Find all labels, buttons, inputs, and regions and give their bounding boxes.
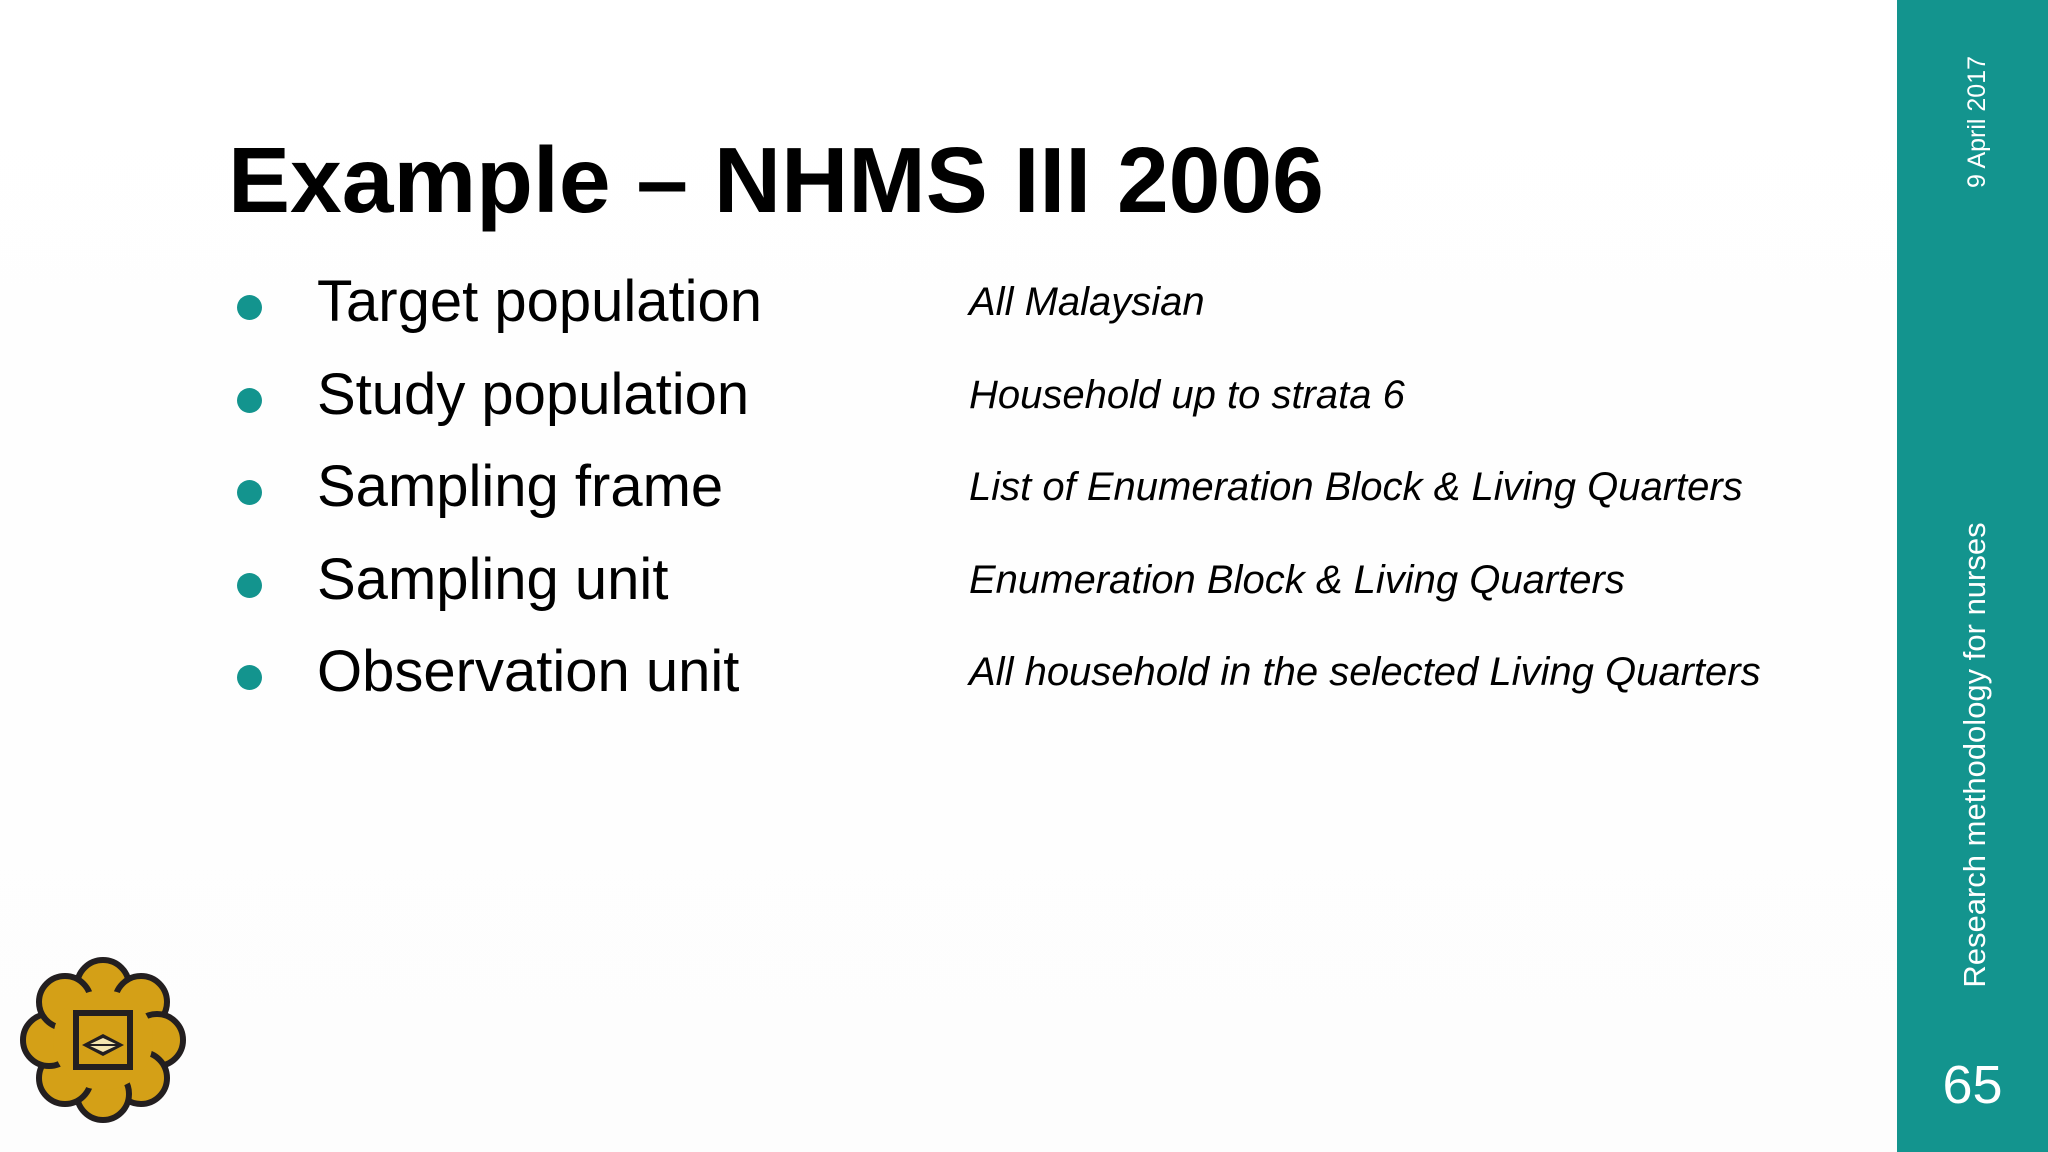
list-item <box>235 531 1835 624</box>
slide-title: Example – NHMS III 2006 <box>228 128 1324 232</box>
bullet-label: Target population <box>317 269 762 334</box>
bullet-value: All Malaysian <box>969 280 1205 324</box>
bullet-dot-icon <box>237 388 262 413</box>
bullet-dot-icon <box>237 573 262 598</box>
list-item <box>235 346 1835 439</box>
course-title: Research methodology for nurses <box>1957 522 1992 988</box>
bullet-value: Household up to strata 6 <box>969 372 1405 417</box>
bullet-dot-icon <box>237 480 262 505</box>
bullet-dot-icon <box>237 295 262 320</box>
bullet-list <box>235 253 1835 716</box>
bullet-label: Study population <box>317 361 750 427</box>
bullet-dot-icon <box>237 665 262 690</box>
bullet-label: Sampling frame <box>317 454 724 519</box>
bullet-value: Enumeration Block & Living Quarters <box>969 557 1625 602</box>
bullet-value: All household in the selected Living Quarters <box>969 650 1761 694</box>
bullet-value: List of Enumeration Block & Living Quarters <box>969 465 1743 509</box>
list-item <box>235 253 1835 346</box>
slide-number: 65 <box>1942 1055 2003 1115</box>
slide-date: 9 April 2017 <box>1963 55 1991 189</box>
university-crest-icon <box>18 955 188 1125</box>
list-item <box>235 623 1835 716</box>
bullet-label: Sampling unit <box>317 546 669 612</box>
list-item <box>235 438 1835 531</box>
bullet-label: Observation unit <box>317 639 740 704</box>
